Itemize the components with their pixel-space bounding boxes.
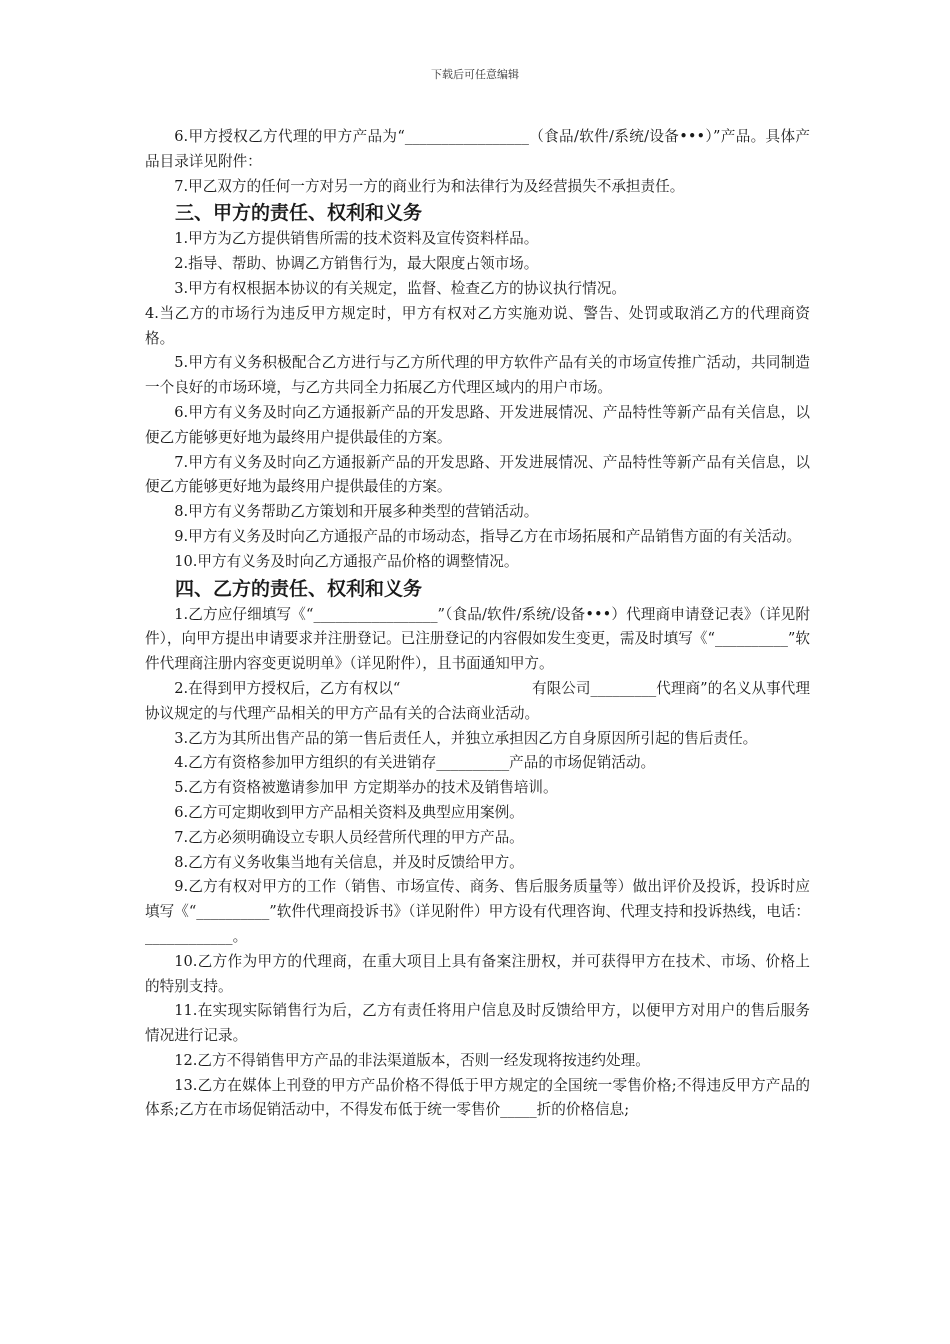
- clause-paragraph: 8.乙方有义务收集当地有关信息，并及时反馈给甲方。: [174, 853, 524, 871]
- clause-paragraph: 13.乙方在媒体上刊登的甲方产品价格不得低于甲方规定的全国统一零售价格;不得违反甲方产品的体系;乙方在市场促销活动中，不得发布低于统一零售价_____折的价格信息;: [145, 1076, 810, 1119]
- clause-paragraph: 7.甲乙双方的任何一方对另一方的商业行为和法律行为及经营损失不承担责任。: [174, 177, 685, 195]
- clause-paragraph: 1.甲方为乙方提供销售所需的技术资料及宣传资料样品。: [174, 230, 539, 248]
- clause-paragraph: 6.乙方可定期收到甲方产品相关资料及典型应用案例。: [174, 803, 524, 821]
- section-heading: 三、甲方的责任、权利和义务: [175, 202, 423, 225]
- clause-paragraph: 4.乙方有资格参加甲方组织的有关进销存__________产品的市场促销活动。: [174, 754, 656, 772]
- clause-paragraph: 1.乙方应仔细填写《“_________________”（食品/软件/系统/设备•••）代理商申请登记表》（详见附件），向甲方提出申请要求并注册登记。已注册登记的内容假如发生变更，需及时填写《“__________”软件代理商注册内容变更说明单》（详见附件），且书面通知甲方。: [145, 605, 810, 673]
- clause-paragraph: 11.在实现实际销售行为后，乙方有责任将用户信息及时反馈给甲方，以便甲方对用户的售后服务情况进行记录。: [145, 1002, 810, 1045]
- clause-paragraph: 10.甲方有义务及时向乙方通报产品价格的调整情况。: [174, 552, 519, 570]
- clause-paragraph: 3.乙方为其所出售产品的第一售后责任人，并独立承担因乙方自身原因所引起的售后责任。: [174, 729, 758, 747]
- section-heading: 四、乙方的责任、权利和义务: [175, 577, 423, 600]
- header-note: 下载后可任意编辑: [431, 68, 519, 81]
- clause-paragraph: 12.乙方不得销售甲方产品的非法渠道版本，否则一经发现将按违约处理。: [174, 1051, 650, 1069]
- clause-paragraph: 2.指导、帮助、协调乙方销售行为，最大限度占领市场。: [174, 255, 539, 273]
- clause-paragraph: 8.甲方有义务帮助乙方策划和开展多种类型的营销活动。: [174, 503, 539, 521]
- clause-paragraph: 10.乙方作为甲方的代理商，在重大项目上具有备案注册权，并可获得甲方在技术、市场、价格上的特别支持。: [145, 952, 810, 995]
- clause-paragraph: 6.甲方有义务及时向乙方通报新产品的开发思路、开发进展情况、产品特性等新产品有关信息，以便乙方能够更好地为最终用户提供最佳的方案。: [145, 403, 810, 446]
- clause-paragraph: 2.在得到甲方授权后，乙方有权以“ 有限公司_________代理商”的名义从事代理协议规定的与代理产品相关的甲方产品有关的合法商业活动。: [145, 679, 810, 722]
- clause-paragraph: 4.当乙方的市场行为违反甲方规定时，甲方有权对乙方实施劝说、警告、处罚或取消乙方的代理商资格。: [145, 304, 810, 347]
- clause-paragraph: 9.甲方有义务及时向乙方通报产品的市场动态，指导乙方在市场拓展和产品销售方面的有关活动。: [174, 527, 802, 545]
- clause-paragraph: 5.乙方有资格被邀请参加甲 方定期举办的技术及销售培训。: [174, 779, 558, 797]
- document-body: [145, 125, 810, 1123]
- clause-paragraph: 7.甲方有义务及时向乙方通报新产品的开发思路、开发进展情况、产品特性等新产品有关信息，以便乙方能够更好地为最终用户提供最佳的方案。: [145, 453, 810, 496]
- clause-paragraph: 7.乙方必须明确设立专职人员经营所代理的甲方产品。: [174, 828, 524, 846]
- clause-paragraph: 5.甲方有义务积极配合乙方进行与乙方所代理的甲方软件产品有关的市场宣传推广活动，共同制造一个良好的市场环境，与乙方共同全力拓展乙方代理区域内的用户市场。: [145, 354, 810, 397]
- clause-paragraph: 6.甲方授权乙方代理的甲方产品为“_________________（食品/软件/系统/设备•••）”产品。具体产品目录详见附件：: [145, 128, 810, 170]
- clause-paragraph: 3.甲方有权根据本协议的有关规定，监督、检查乙方的协议执行情况。: [174, 279, 626, 297]
- clause-paragraph: 9.乙方有权对甲方的工作（销售、市场宣传、商务、售后服务质量等）做出评价及投诉，投诉时应填写《“__________”软件代理商投诉书》（详见附件）甲方设有代理咨询、代理支持和投诉热线，电话：____________。: [145, 878, 810, 945]
